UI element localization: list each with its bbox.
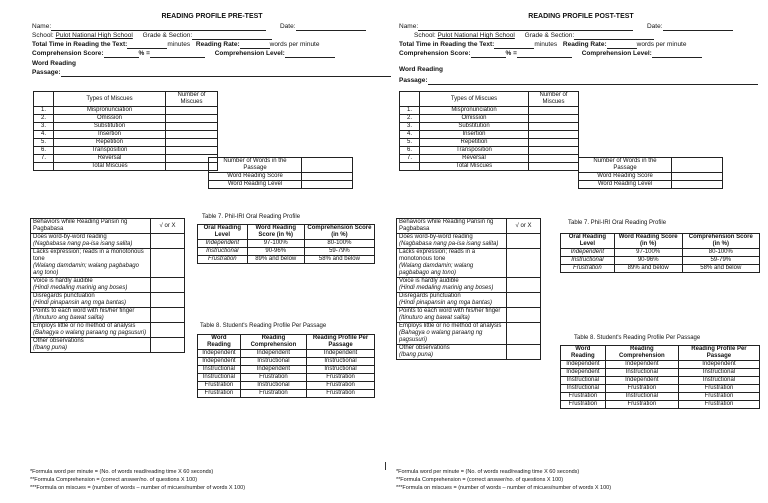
post-test-panel — [396, 0, 766, 503]
school-field: School: Pulot National High School Grade & Section: — [414, 32, 654, 40]
footnote-miscues: ***Formula on miscues = (number of words – number of micues/number of words X 100) — [396, 485, 612, 491]
word-reading-score-box: Number of Words in the Passage Word Reading Score Word Reading Level — [578, 157, 723, 189]
oral-reading-profile-table: Oral Reading Level Word Reading Score (in %) Comprehension Score (in %) Independent 97-100% 80-100% Instructional 90-96% 59-79% Frustration 89% and below 58% and below — [560, 233, 760, 273]
footnote-wpm: *Formula word per minute = (No. of words read/reading time X 60 seconds) — [396, 469, 580, 475]
footnote-comprehension: **Formula Comprehension = (correct answer/no. of questions X 100) — [30, 477, 198, 483]
table7-caption: Table 7. Phil-IRI Oral Reading Profile — [202, 214, 301, 220]
table7-caption: Table 7. Phil-IRI Oral Reading Profile — [568, 220, 667, 226]
comprehension-field: Comprehension Score: % = Comprehension Level: — [32, 50, 335, 58]
name-field: Name: Date: — [32, 23, 366, 31]
behaviors-table: Behaviors while Reading Pansin ng Pagbabasa √ or X Does word-by-word reading (Nagbabasa nang pa-isa isang salita) Lacks expression; reads in a monotonous tone (Walang damdamin; walang pagbabago ang tono) Voice is hardly audible (Hindi medaling marinig ang boses) Disregards punctuation (Hindi pinapansin ang mga bantas) Points to each word with his/her finger (Itinuturo ang bawat salita) Employs little or no method of analysis (Bahagya o walang paraang ng pagsusuri) Other observations (Ibang puna) — [30, 218, 185, 353]
pre-test-panel — [27, 0, 397, 503]
footnote-comprehension: **Formula Comprehension = (correct answer/no. of questions X 100) — [396, 477, 564, 483]
page-divider — [385, 462, 386, 470]
word-reading-heading: Word Reading — [399, 66, 443, 73]
oral-reading-profile-table: Oral Reading Level Word Reading Score (in %) Comprehension Score (in %) Independent 97-100% 80-100% Instructional 90-96% 59-79% Frustration 89% and below 58% and below — [197, 224, 375, 264]
passage-field: Passage: — [399, 77, 758, 85]
comprehension-field: Comprehension Score: % = Comprehension Level: — [399, 50, 702, 58]
page-title: READING PROFILE POST-TEST — [528, 13, 634, 20]
time-rate-field: Total Time in Reading the Text: minutes Reading Rate: words per minute — [399, 41, 687, 48]
footnote-miscues: ***Formula on miscues = (number of words – number of micues/number of words X 100) — [30, 485, 246, 491]
miscues-table: Types of Miscues Number of Miscues 1. Mispronunciation 2. Omission 3. Substitution 4. Insertion 5. Repetition 6. Transposition 7. Reversal Total Miscues — [399, 91, 579, 171]
student-reading-profile-table: Word Reading Reading Comprehension Reading Profile Per Passage Independent Independent Independent Independent Instructional Instructional Instructional Independent Instructional Instructional Frustration Frustration Frustration Instructional Frustration Frustration Frustration Frustration — [197, 334, 375, 398]
behaviors-table: Behaviors while Reading Pansin ng Pagbabasa √ or X Does word-by-word reading (Nagbabasa nang pa-isa isang salita) Lacks expression; reads in a monotonous tone (Walang damdamin; walang pagbabago ang tono) Voice is hardly audible (Hindi medaling marinig ang boses) Disregards punctuation (Hindi pinapansin ang mga bantas) Points to each word with his/her finger (Itinuturo ang bawat salita) Employs little or no method of analysis (Bahagya o walang paraang ng pagsusuri) Other observations (Ibang puna) — [396, 218, 541, 360]
miscues-table: Types of Miscues Number of Miscues 1. Mispronunciation 2. Omission 3. Substitution 4. Insertion 5. Repetition 6. Transposition 7. Reversal Total Miscues — [33, 91, 218, 171]
word-reading-score-box: Number of Words in the Passage Word Reading Score Word Reading Level — [208, 157, 353, 189]
page-title: READING PROFILE PRE-TEST — [161, 13, 263, 20]
school-field: School: Pulot National High School Grade & Section: — [32, 32, 272, 40]
time-rate-field: Total Time in Reading the Text: minutes Reading Rate: words per minute — [32, 41, 320, 48]
student-reading-profile-table: Word Reading Reading Comprehension Reading Profile Per Passage Independent Independent Independent Independent Instructional Instructional Instructional Independent Instructional Instructional Frustration Frustration Frustration Instructional Frustration Frustration Frustration Frustration — [560, 345, 760, 409]
name-field: Name: Date: — [399, 23, 733, 31]
table8-caption: Table 8. Student's Reading Profile Per Passage — [574, 335, 701, 341]
table8-caption: Table 8. Student's Reading Profile Per Passage — [200, 323, 327, 329]
footnote-wpm: *Formula word per minute = (No. of words read/reading time X 60 seconds) — [30, 469, 214, 475]
passage-field: Passage: — [32, 69, 391, 77]
word-reading-heading: Word Reading — [32, 60, 76, 67]
